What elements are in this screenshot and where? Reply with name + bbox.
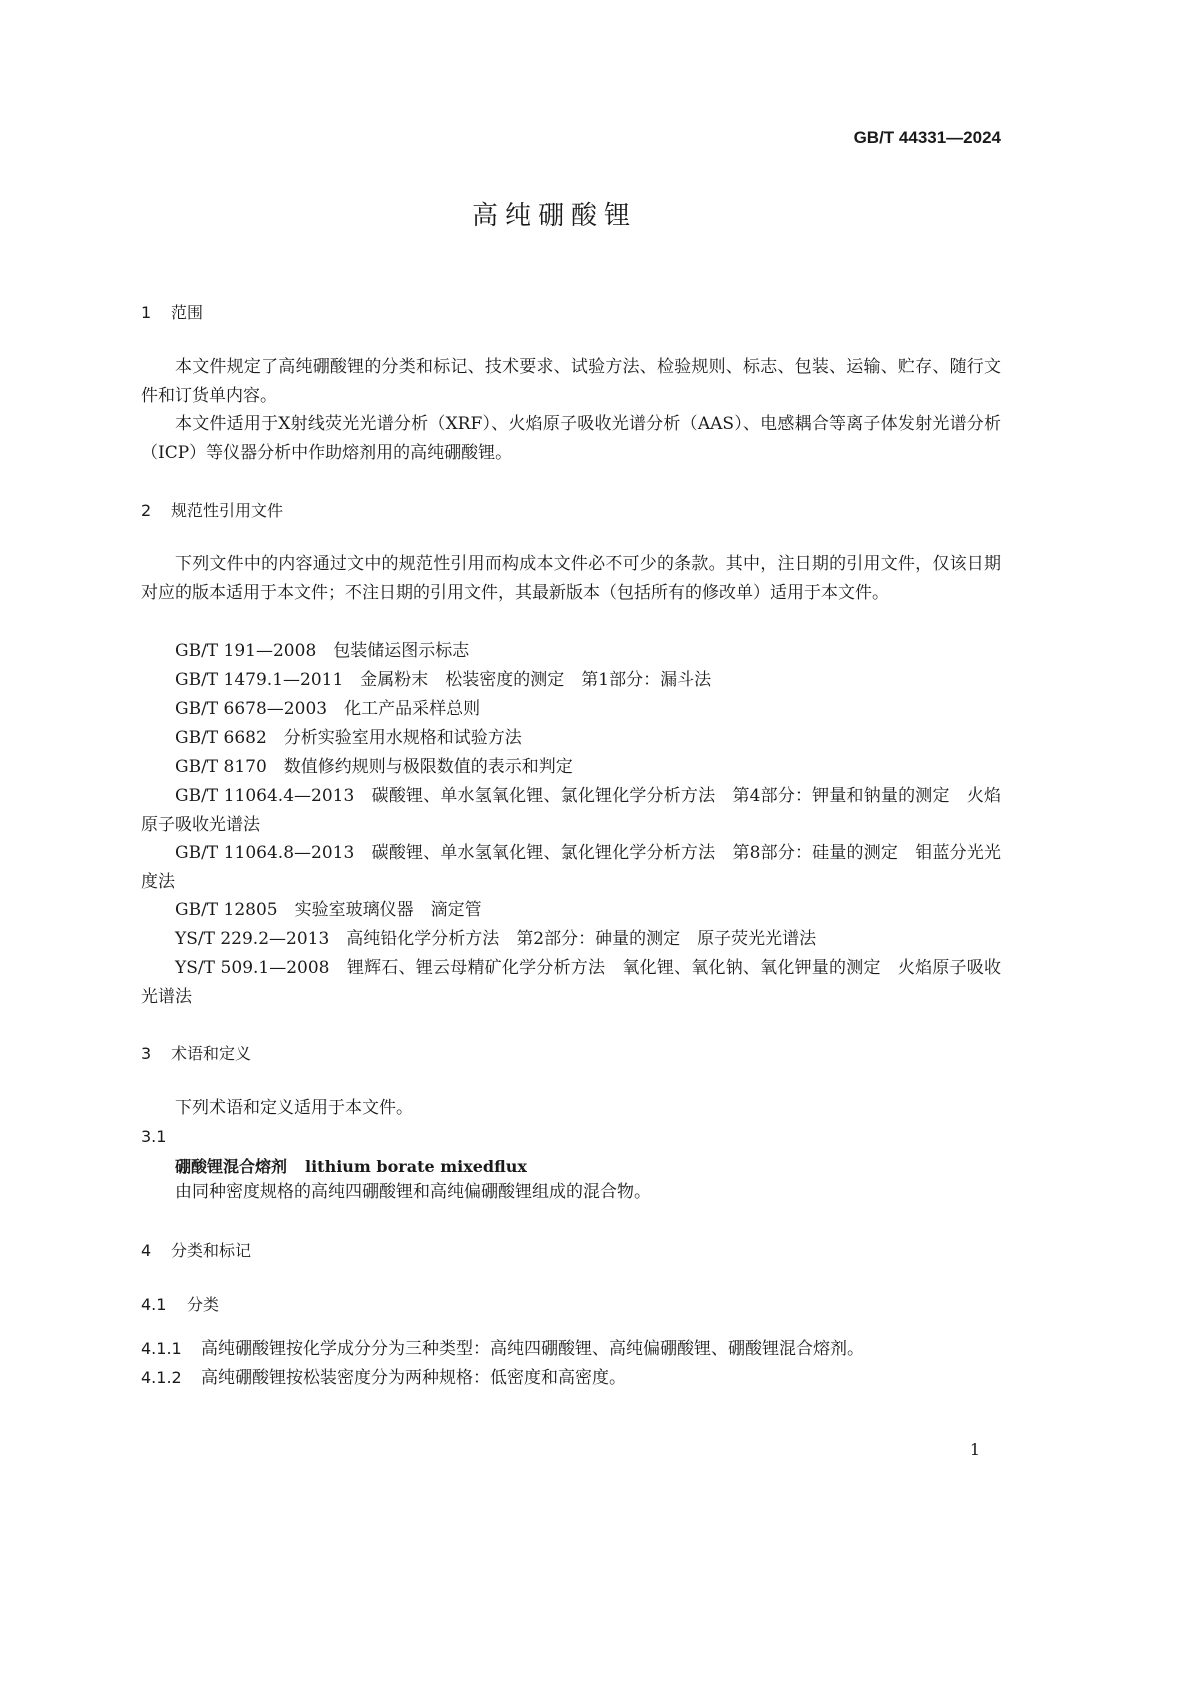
references-intro: 下列文件中的内容通过文中的规范性引用而构成本文件必不可少的条款。其中，注日期的引用文件，仅该日期对应的版本适用于本文件；不注日期的引用文件，其最新版本（包括所有的修改单）适用于本文件。 — [141, 554, 1001, 603]
section-3-title: 术语和定义 — [171, 1044, 252, 1063]
reference-item: GB/T 12805 实验室玻璃仪器 滴定管 — [175, 900, 482, 920]
reference-item: GB/T 11064.8—2013 碳酸锂、单水氢氧化锂、氯化锂化学分析方法 第8部分：硅量的测定 钼蓝分光光度法 — [141, 843, 1001, 892]
reference-item: GB/T 1479.1—2011 金属粉末 松装密度的测定 第1部分：漏斗法 — [175, 670, 712, 690]
section-2-heading — [141, 498, 283, 521]
reference-item: YS/T 229.2—2013 高纯铅化学分析方法 第2部分：砷量的测定 原子荧光光谱法 — [175, 929, 817, 949]
subsection-4-1-heading — [141, 1292, 219, 1315]
term-chinese: 硼酸锂混合熔剂 — [175, 1157, 288, 1176]
term-definition: 由同种密度规格的高纯四硼酸锂和高纯偏硼酸锂组成的混合物。 — [175, 1182, 651, 1202]
page-number: 1 — [969, 1440, 980, 1459]
section-2-number: 2 — [141, 501, 152, 520]
standard-number: GB/T 44331—2024 — [853, 128, 1001, 147]
reference-item: GB/T 191—2008 包装储运图示标志 — [175, 641, 470, 661]
reference-item: YS/T 509.1—2008 锂辉石、锂云母精矿化学分析方法 氧化锂、氧化钠、氧化钾量的测定 火焰原子吸收光谱法 — [141, 958, 1001, 1007]
section-3-heading — [141, 1041, 251, 1064]
section-1-number: 1 — [141, 303, 152, 322]
reference-item: GB/T 8170 数值修约规则与极限数值的表示和判定 — [175, 757, 573, 777]
clause-4-1-1 — [141, 1334, 864, 1359]
reference-item: GB/T 6682 分析实验室用水规格和试验方法 — [175, 728, 522, 748]
clause-number: 4.1.1 — [141, 1339, 182, 1358]
term-number: 3.1 — [141, 1127, 167, 1146]
clause-text: 高纯硼酸锂按松装密度分为两种规格：低密度和高密度。 — [201, 1368, 626, 1388]
section-4-title: 分类和标记 — [171, 1241, 252, 1260]
clause-text: 高纯硼酸锂按化学成分分为三种类型：高纯四硼酸锂、高纯偏硼酸锂、硼酸锂混合熔剂。 — [201, 1339, 864, 1359]
scope-paragraph-2: 本文件适用于X射线荧光光谱分析（XRF）、火焰原子吸收光谱分析（AAS）、电感耦合等离子体发射光谱分析（ICP）等仪器分析中作助熔剂用的高纯硼酸锂。 — [141, 414, 1001, 463]
section-1-heading — [141, 300, 203, 323]
section-4-heading — [141, 1238, 251, 1261]
section-4-number: 4 — [141, 1241, 152, 1260]
clause-number: 4.1.2 — [141, 1368, 182, 1387]
term-english: lithium borate mixedflux — [305, 1157, 527, 1176]
term-heading — [175, 1154, 527, 1177]
subsection-4-1-number: 4.1 — [141, 1295, 167, 1314]
clause-4-1-2 — [141, 1363, 626, 1388]
section-1-title: 范围 — [171, 303, 204, 322]
terms-intro: 下列术语和定义适用于本文件。 — [175, 1098, 413, 1118]
reference-item: GB/T 6678—2003 化工产品采样总则 — [175, 699, 481, 719]
section-3-number: 3 — [141, 1044, 152, 1063]
document-title: 高纯硼酸锂 — [471, 201, 637, 231]
scope-paragraph-1: 本文件规定了高纯硼酸锂的分类和标记、技术要求、试验方法、检验规则、标志、包装、运输、贮存、随行文件和订货单内容。 — [141, 357, 1001, 406]
reference-item: GB/T 11064.4—2013 碳酸锂、单水氢氧化锂、氯化锂化学分析方法 第4部分：钾量和钠量的测定 火焰原子吸收光谱法 — [141, 786, 1001, 835]
section-2-title: 规范性引用文件 — [171, 501, 284, 520]
subsection-4-1-title: 分类 — [187, 1295, 220, 1314]
